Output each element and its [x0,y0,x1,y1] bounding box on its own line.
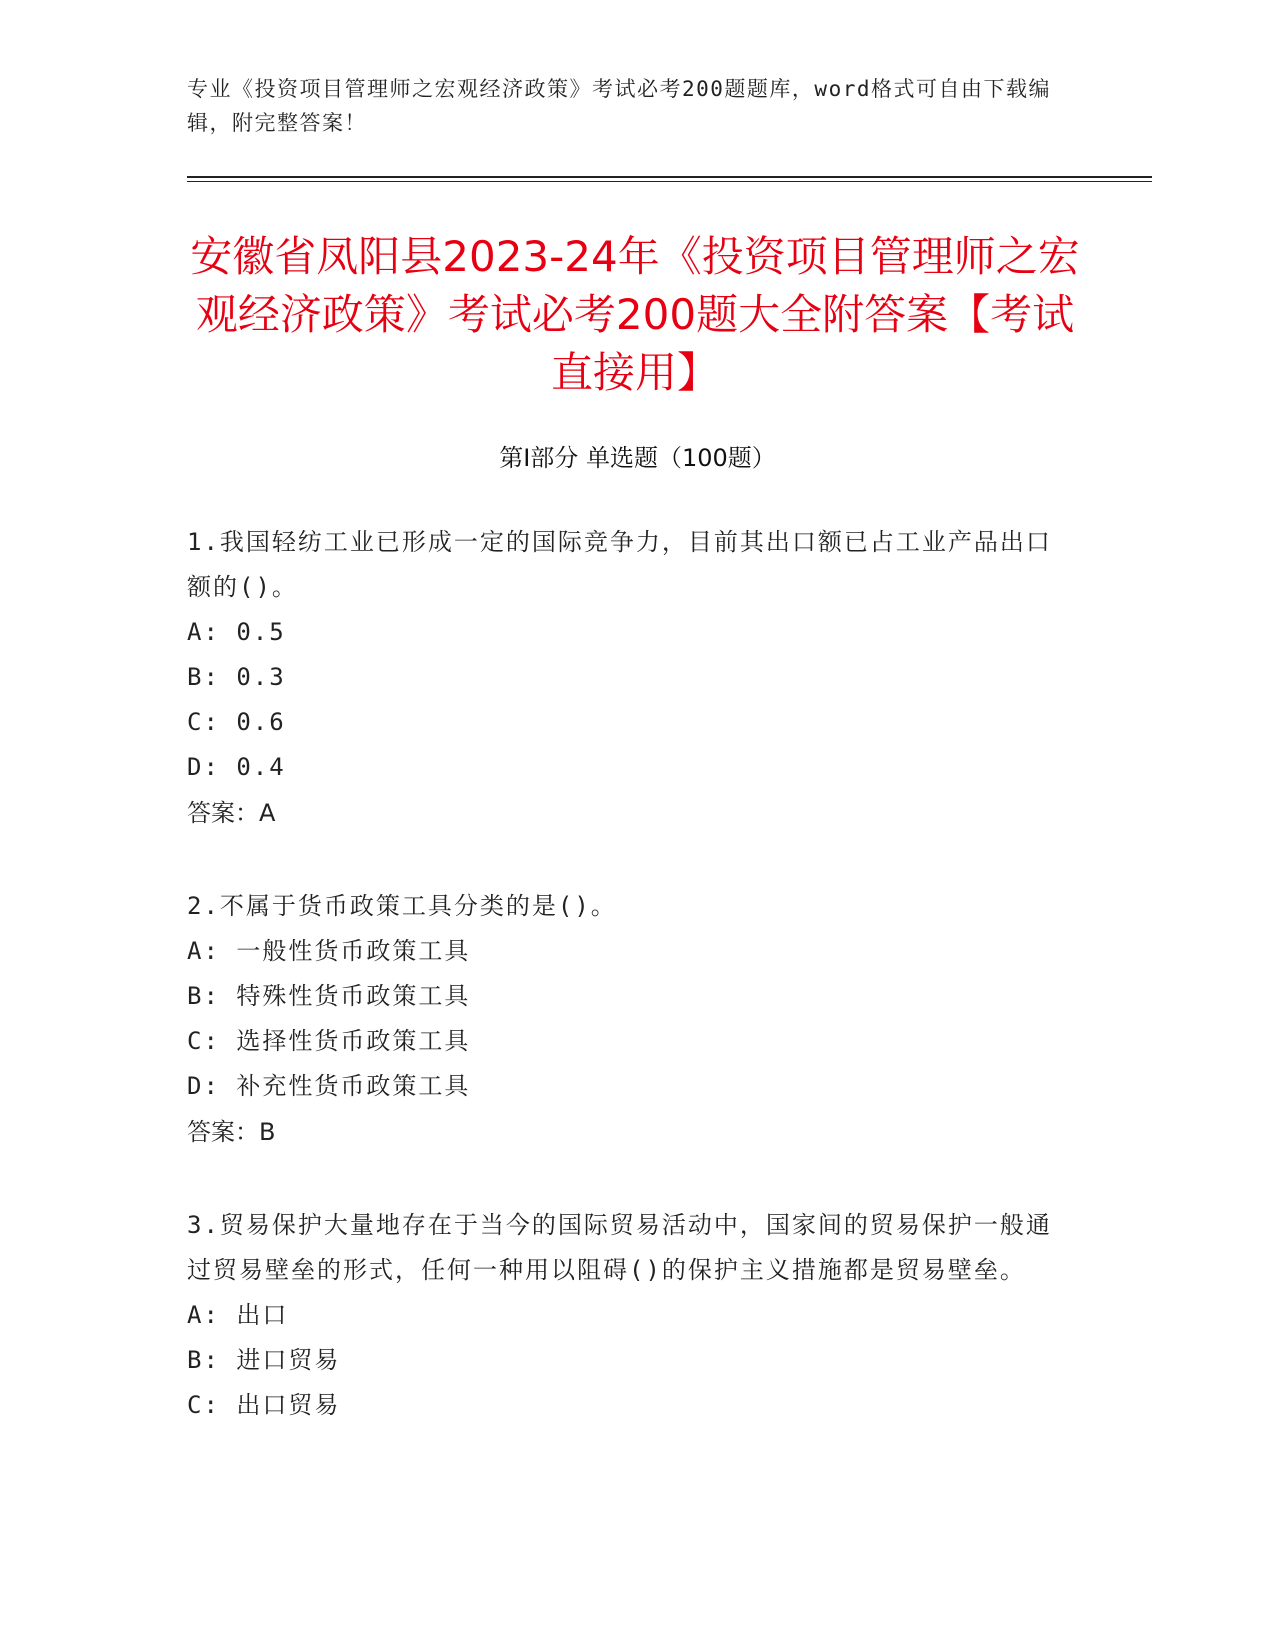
header-divider-thin [187,181,1152,182]
question-item [187,884,1067,1155]
question-item [187,1203,1067,1428]
question-option: B: 特殊性货币政策工具 [187,982,471,1010]
question-option: A: 一般性货币政策工具 [187,937,471,965]
question-option: C: 出口贸易 [187,1391,341,1419]
section-title: 第I部分 单选题（100题） [499,444,776,472]
header-divider-thick [187,176,1152,178]
question-option: B: 0.3 [187,663,286,691]
question-stem: 2.不属于货币政策工具分类的是()。 [187,892,617,920]
question-stem: 3.贸易保护大量地存在于当今的国际贸易活动中，国家间的贸易保护一般通过贸易壁垒的形式，任何一种用以阻碍()的保护主义措施都是贸易壁垒。 [187,1211,1052,1284]
question-option: D: 0.4 [187,753,286,781]
question-option: A: 出口 [187,1301,289,1329]
question-option: A: 0.5 [187,618,286,646]
question-item [187,520,1067,836]
question-option: D: 补充性货币政策工具 [187,1072,471,1100]
question-option: B: 进口贸易 [187,1346,341,1374]
question-option: C: 0.6 [187,708,286,736]
document-title: 安徽省凤阳县2023-24年《投资项目管理师之宏观经济政策》考试必考200题大全附答案【考试直接用】 [190,232,1080,397]
question-option: C: 选择性货币政策工具 [187,1027,471,1055]
question-answer: 答案：B [187,1118,276,1146]
header-note: 专业《投资项目管理师之宏观经济政策》考试必考200题题库，word格式可自由下载编辑，附完整答案！ [187,77,1051,135]
question-list [187,520,1067,1476]
question-stem: 1.我国轻纺工业已形成一定的国际竞争力，目前其出口额已占工业产品出口额的()。 [187,528,1052,601]
question-answer: 答案：A [187,799,276,827]
